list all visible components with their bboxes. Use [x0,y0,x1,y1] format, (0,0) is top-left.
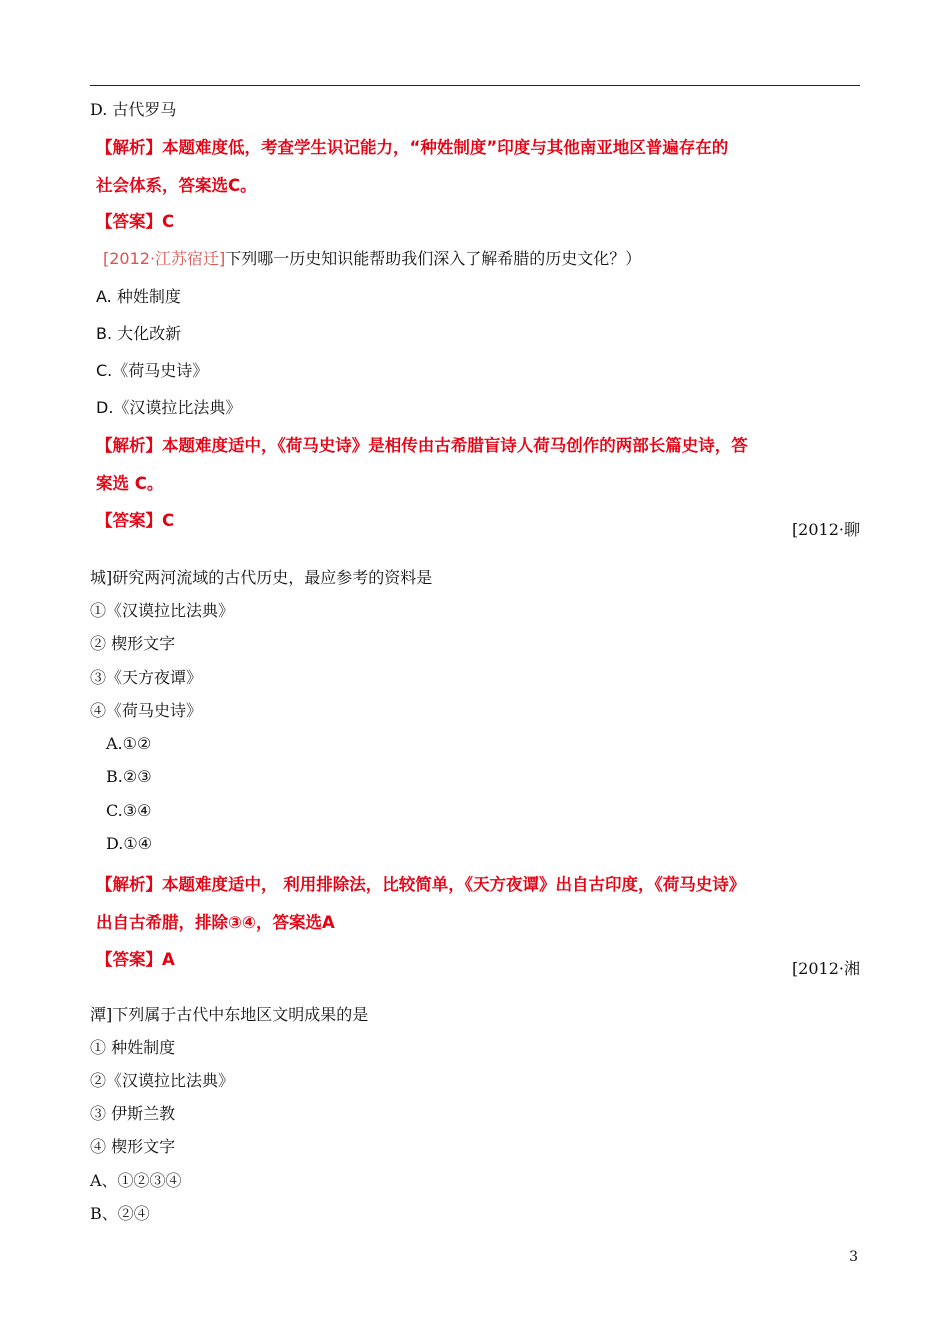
analysis-2-line-1: 【解析】本题难度适中，《荷马史诗》是相传由古希腊盲诗人荷马创作的两部长篇史诗，答 [96,436,748,455]
choice-b: B.②③ [106,767,152,786]
option-a: A. 种姓制度 [96,287,181,306]
item-4: ④《荷马史诗》 [90,701,203,720]
page-number: 3 [849,1249,858,1265]
q4-choice-b: B、②④ [90,1204,150,1223]
analysis-line-2: 社会体系，答案选C。 [96,176,257,195]
question-4-text: 潭]下列属于古代中东地区文明成果的是 [90,1005,369,1024]
analysis-3-line-2: 出自古希腊，排除③④，答案选A [96,913,335,932]
item-3: ③《天方夜谭》 [90,668,203,687]
choice-c: C.③④ [106,801,152,820]
header-rule [90,85,860,86]
question-2-text: 下列哪一历史知识能帮助我们深入了解希腊的历史文化？） [225,249,642,268]
option-d-ancient-rome: D. 古代罗马 [90,100,177,119]
question-4-source-start: [2012·湘 [791,959,860,978]
q4-item-2: ②《汉谟拉比法典》 [90,1071,235,1090]
question-source: [2012·江苏宿迁] [103,249,226,268]
option-d: D.《汉谟拉比法典》 [96,398,242,417]
answer-1: 【答案】C [96,212,175,231]
option-b: B. 大化改新 [96,324,182,343]
q4-item-3: ③ 伊斯兰教 [90,1104,176,1123]
choice-a: A.①② [106,734,152,753]
question-3-text: 城]研究两河流域的古代历史，最应参考的资料是 [90,568,433,587]
answer-2: 【答案】C [96,511,175,530]
q4-item-4: ④ 楔形文字 [90,1137,176,1156]
question-3-source-start: [2012·聊 [791,520,860,539]
option-c: C.《荷马史诗》 [96,361,209,380]
analysis-3-line-1: 【解析】本题难度适中， 利用排除法，比较简单，《天方夜谭》出自古印度，《荷马史诗》 [96,875,746,894]
answer-3: 【答案】A [96,950,175,969]
q4-item-1: ① 种姓制度 [90,1038,176,1057]
analysis-2-line-2: 案选 C。 [96,474,164,493]
analysis-line-1: 【解析】本题难度低，考查学生识记能力，“种姓制度”印度与其他南亚地区普遍存在的 [96,138,729,157]
choice-d: D.①④ [106,834,153,853]
item-2: ② 楔形文字 [90,634,176,653]
item-1: ①《汉谟拉比法典》 [90,601,235,620]
q4-choice-a: A、①②③④ [90,1171,182,1190]
question-2 [103,249,641,269]
